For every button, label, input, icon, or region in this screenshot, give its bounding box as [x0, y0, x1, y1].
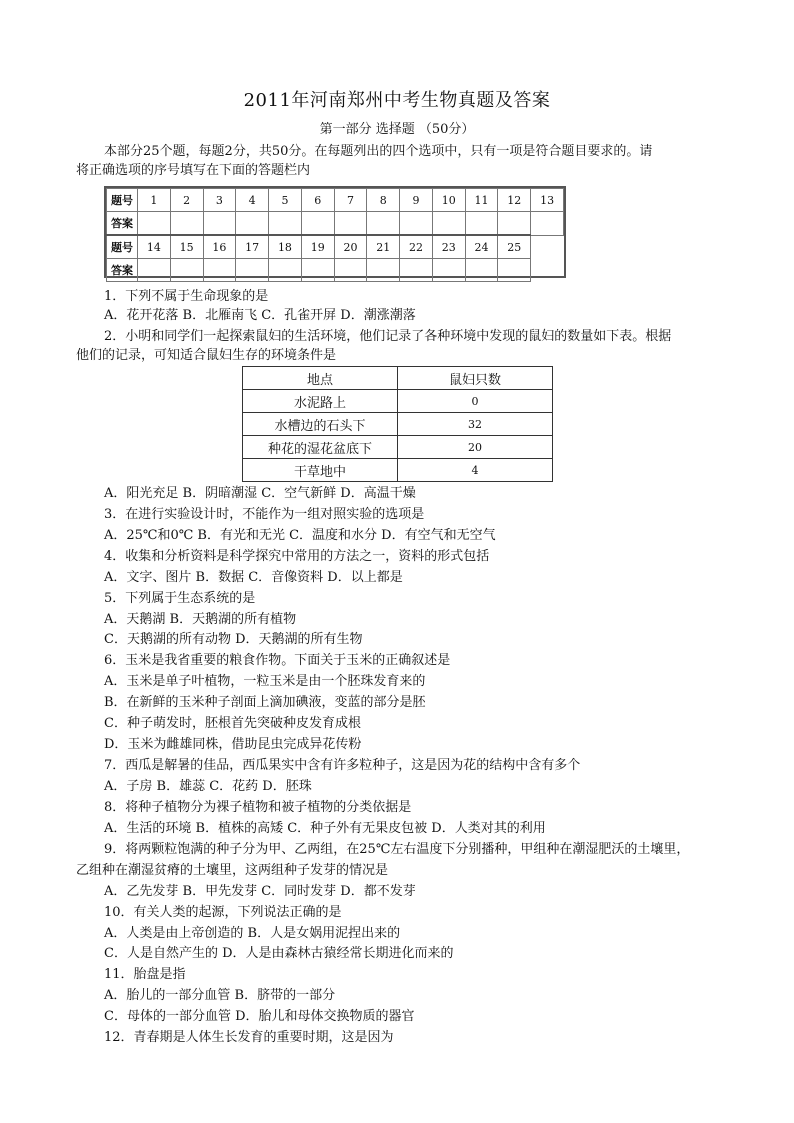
answer-slot[interactable] [498, 259, 531, 282]
question-line: A．花开花落 B．北雁南飞 C．孔雀开屏 D．潮涨潮落 [104, 308, 416, 323]
answer-slot[interactable] [400, 212, 433, 236]
answer-slot[interactable] [236, 212, 269, 236]
grid-cell: 9 [400, 189, 433, 212]
question-line: 他们的记录，可知适合鼠妇生存的环境条件是 [76, 348, 337, 363]
grid-cell: 20 [334, 235, 367, 259]
question-line: 12．青春期是人体生长发育的重要时期，这是因为 [104, 1030, 394, 1045]
grid-empty [531, 259, 564, 282]
grid-label-answer: 答案 [107, 212, 138, 236]
grid-cell: 21 [367, 235, 400, 259]
question-line: 2．小明和同学们一起探索鼠妇的生活环境，他们记录了各种环境中发现的鼠妇的数量如下表。根据 [104, 329, 672, 344]
question-line: A．文字、图片 B．数据 C．音像资料 D．以上都是 [104, 570, 403, 585]
grid-cell: 18 [269, 235, 302, 259]
grid-cell: 17 [236, 235, 269, 259]
answer-slot[interactable] [498, 212, 531, 236]
question-line: 8．将种子植物分为裸子植物和被子植物的分类依据是 [104, 800, 412, 815]
table-cell: 32 [398, 413, 553, 436]
question-line: A．子房 B．雄蕊 C．花药 D．胚珠 [104, 779, 312, 794]
question-line: D．玉米为雌雄同株，借助昆虫完成异花传粉 [104, 737, 362, 752]
grid-cell: 6 [301, 189, 334, 212]
grid-cell: 14 [138, 235, 171, 259]
table-cell: 干草地中 [243, 459, 398, 482]
answer-slot[interactable] [334, 259, 367, 282]
answer-slot[interactable] [465, 259, 498, 282]
table-cell: 4 [398, 459, 553, 482]
answer-slot[interactable] [170, 212, 203, 236]
answer-slot[interactable] [432, 212, 465, 236]
question-line: A．乙先发芽 B．甲先发芽 C．同时发芽 D．都不发芽 [104, 884, 416, 899]
grid-cell: 2 [170, 189, 203, 212]
question-line: A．人类是由上帝创造的 B．人是女娲用泥捏出来的 [104, 926, 401, 941]
answer-slot[interactable] [170, 259, 203, 282]
page-title: 2011年河南郑州中考生物真题及答案 [243, 90, 551, 111]
question-line: A．天鹅湖 B．天鹅湖的所有植物 [104, 612, 297, 627]
grid-cell: 23 [432, 235, 465, 259]
question-line: 7．西瓜是解暑的佳品，西瓜果实中含有许多粒种子，这是因为花的结构中含有多个 [104, 758, 581, 773]
grid-cell: 11 [465, 189, 498, 212]
question-line: 1．下列不属于生命现象的是 [104, 289, 269, 304]
question-line: A．生活的环境 B．植株的高矮 C．种子外有无果皮包被 D．人类对其的利用 [104, 821, 546, 836]
grid-label-answer: 答案 [107, 259, 138, 282]
question-line: 10．有关人类的起源，下列说法正确的是 [104, 905, 342, 920]
question-line: 11．胎盘是指 [104, 967, 186, 982]
grid-cell: 10 [432, 189, 465, 212]
table-cell: 20 [398, 436, 553, 459]
question-line: C．种子萌发时，胚根首先突破种皮发育成根 [104, 716, 361, 731]
answer-slot[interactable] [301, 259, 334, 282]
grid-cell: 15 [170, 235, 203, 259]
question-line: A．25℃和0℃ B．有光和无光 C．温度和水分 D．有空气和无空气 [104, 528, 496, 543]
question-line: C．天鹅湖的所有动物 D．天鹅湖的所有生物 [104, 632, 363, 647]
answer-slot[interactable] [432, 259, 465, 282]
intro-line-2: 将正确选项的序号填写在下面的答题栏内 [76, 163, 311, 178]
grid-cell: 24 [465, 235, 498, 259]
grid-empty [531, 235, 564, 259]
grid-label-question: 题号 [107, 189, 138, 212]
answer-slot[interactable] [531, 212, 564, 236]
question-line: 3．在进行实验设计时，不能作为一组对照实验的选项是 [104, 507, 425, 522]
answer-slot[interactable] [367, 212, 400, 236]
question-line: 5．下列属于生态系统的是 [104, 591, 256, 606]
answer-slot[interactable] [269, 259, 302, 282]
grid-cell: 19 [301, 235, 334, 259]
table-header: 地点 [243, 367, 398, 390]
answer-slot[interactable] [400, 259, 433, 282]
grid-cell: 25 [498, 235, 531, 259]
table-cell: 水槽边的石头下 [243, 413, 398, 436]
woodlouse-table [242, 366, 553, 482]
question-line: 乙组种在潮湿贫瘠的土壤里，这两组种子发芽的情况是 [76, 863, 389, 878]
grid-cell: 16 [203, 235, 236, 259]
question-line: A．玉米是单子叶植物，一粒玉米是由一个胚珠发育来的 [104, 674, 426, 689]
answer-grid [104, 186, 566, 278]
grid-cell: 22 [400, 235, 433, 259]
table-cell: 0 [398, 390, 553, 413]
grid-cell: 7 [334, 189, 367, 212]
grid-cell: 1 [138, 189, 171, 212]
answer-slot[interactable] [203, 212, 236, 236]
answer-slot[interactable] [203, 259, 236, 282]
question-line: A．胎儿的一部分血管 B．脐带的一部分 [104, 988, 336, 1003]
answer-slot[interactable] [269, 212, 302, 236]
grid-cell: 13 [531, 189, 564, 212]
answer-slot[interactable] [138, 212, 171, 236]
question-line: C．人是自然产生的 D．人是由森林古猿经常长期进化而来的 [104, 946, 454, 961]
answer-slot[interactable] [301, 212, 334, 236]
grid-cell: 5 [269, 189, 302, 212]
question-line: 9．将两颗粒饱满的种子分为甲、乙两组，在25℃左右温度下分别播种，甲组种在潮湿肥沃的土壤里， [104, 842, 690, 857]
grid-label-question: 题号 [107, 235, 138, 259]
question-line: 6．玉米是我省重要的粮食作物。下面关于玉米的正确叙述是 [104, 653, 451, 668]
table-header: 鼠妇只数 [398, 367, 553, 390]
table-cell: 水泥路上 [243, 390, 398, 413]
grid-cell: 12 [498, 189, 531, 212]
question-line: C．母体的一部分血管 D．胎儿和母体交换物质的器官 [104, 1009, 415, 1024]
grid-cell: 8 [367, 189, 400, 212]
grid-cell: 4 [236, 189, 269, 212]
question-line: 4．收集和分析资料是科学探究中常用的方法之一，资料的形式包括 [104, 549, 490, 564]
question-line: B．在新鲜的玉米种子剖面上滴加碘液，变蓝的部分是胚 [104, 695, 426, 710]
answer-slot[interactable] [465, 212, 498, 236]
answer-slot[interactable] [236, 259, 269, 282]
answer-slot[interactable] [138, 259, 171, 282]
answer-slot[interactable] [334, 212, 367, 236]
answer-slot[interactable] [367, 259, 400, 282]
table-cell: 种花的湿花盆底下 [243, 436, 398, 459]
intro-line-1: 本部分25个题，每题2分，共50分。在每题列出的四个选项中，只有一项是符合题目要求的。请 [104, 144, 653, 159]
question-line: A．阳光充足 B．阴暗潮湿 C．空气新鲜 D．高温干燥 [104, 486, 416, 501]
grid-cell: 3 [203, 189, 236, 212]
section-heading: 第一部分 选择题 （50分） [319, 122, 475, 137]
